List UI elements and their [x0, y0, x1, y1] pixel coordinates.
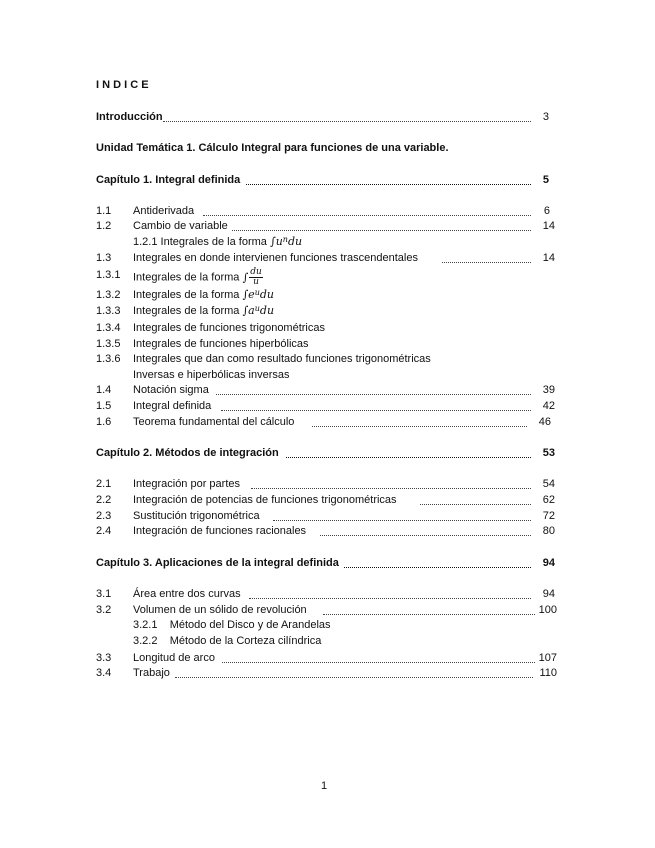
- entry-page: 46: [538, 416, 551, 428]
- entry-number: 1.1: [96, 205, 112, 217]
- entry-label: Integración por partes: [133, 478, 241, 490]
- chapter-2-title[interactable]: Capítulo 2. Métodos de integración: [96, 447, 279, 459]
- entry-page: 100: [538, 604, 557, 616]
- entry-leader: [203, 215, 531, 216]
- entry-label-with-fraction: Integrales de la forma ∫ $\frac{du}{u}$: [133, 267, 262, 287]
- entry-label: Teorema fundamental del cálculo: [133, 416, 295, 428]
- chapter-3-leader: [344, 567, 531, 568]
- entry-number: 2.4: [96, 525, 112, 537]
- chapter-2-page: 53: [542, 447, 555, 459]
- entry-label: Sustitución trigonométrica: [133, 510, 260, 522]
- chapter-2-leader: [286, 457, 531, 458]
- integral-e-u-du: $\int e^udu$: [242, 288, 274, 301]
- entry-label: Integrales que dan como resultado funciones trigonométricas: [133, 353, 431, 365]
- entry-number: 1.2: [96, 220, 112, 232]
- entry-leader: [222, 662, 535, 663]
- entry-page: 39: [542, 384, 555, 396]
- entry-number: 3.1: [96, 588, 112, 600]
- entry-number: 3.3: [96, 652, 112, 664]
- intro-label[interactable]: Introducción: [96, 111, 163, 123]
- integral-u-n-du: $\int u^ndu$: [269, 235, 303, 248]
- intro-leader: [163, 121, 531, 122]
- toc-entry-1-2-1[interactable]: [133, 235, 302, 249]
- entry-number: 1.3: [96, 252, 112, 264]
- entry-number: 1.3.4: [96, 322, 121, 334]
- entry-number: 2.2: [96, 494, 112, 506]
- entry-page: 6: [543, 205, 550, 217]
- entry-page: 107: [538, 652, 557, 664]
- entry-page: 94: [542, 588, 555, 600]
- toc-entry-3-2-1[interactable]: 3.2.1 Método del Disco y de Arandelas: [133, 619, 331, 631]
- entry-label: 1.2.1 Integrales de la forma: [133, 236, 270, 248]
- entry-number: 1.5: [96, 400, 112, 412]
- entry-leader: [175, 677, 533, 678]
- entry-number: 2.1: [96, 478, 112, 490]
- entry-number: 3.2: [96, 604, 112, 616]
- integral-a-u-du: $\int a^udu$: [242, 304, 275, 317]
- entry-leader: [216, 394, 531, 395]
- toc-entry-3-2-2[interactable]: 3.2.2 Método de la Corteza cilíndrica: [133, 635, 322, 647]
- entry-label: Integrales de funciones hiperbólicas: [133, 338, 309, 350]
- entry-number: 1.3.1: [96, 269, 121, 281]
- page-number: 1: [321, 780, 328, 792]
- entry-page: 14: [542, 252, 555, 264]
- entry-number: 1.6: [96, 416, 112, 428]
- index-heading: I N D I C E: [96, 79, 149, 91]
- entry-label: Área entre dos curvas: [133, 588, 241, 600]
- entry-page: 72: [542, 510, 555, 522]
- entry-number: 1.4: [96, 384, 112, 396]
- entry-label: Antiderivada: [133, 205, 195, 217]
- entry-leader: [232, 230, 531, 231]
- entry-label: Integrales de la forma $\int e^udu$: [133, 288, 274, 301]
- intro-page: 3: [542, 111, 549, 123]
- entry-leader: [442, 262, 531, 263]
- entry-leader: [249, 598, 531, 599]
- chapter-3-page: 94: [542, 557, 555, 569]
- entry-number: 1.3.5: [96, 338, 121, 350]
- entry-number: 1.3.3: [96, 305, 121, 317]
- entry-number: 1.3.2: [96, 289, 121, 301]
- entry-number: 3.4: [96, 667, 112, 679]
- entry-label: Volumen de un sólido de revolución: [133, 604, 307, 616]
- entry-leader: [312, 426, 527, 427]
- entry-page: 80: [542, 525, 555, 537]
- chapter-1-leader: [246, 184, 531, 185]
- entry-leader: [251, 488, 531, 489]
- entry-label: Integración de potencias de funciones trigonométricas: [133, 494, 397, 506]
- entry-label-continuation: Inversas e hiperbólicas inversas: [133, 369, 290, 381]
- entry-leader: [221, 410, 531, 411]
- entry-label: Cambio de variable: [133, 220, 228, 232]
- entry-leader: [320, 535, 531, 536]
- entry-leader: [420, 504, 531, 505]
- entry-label: Notación sigma: [133, 384, 209, 396]
- entry-label: Integral definida: [133, 400, 212, 412]
- entry-leader: [273, 520, 531, 521]
- entry-label: Integrales de la forma $\int a^udu$: [133, 304, 275, 317]
- entry-page: 110: [539, 667, 557, 679]
- entry-label: Longitud de arco: [133, 652, 215, 664]
- chapter-1-title[interactable]: Capítulo 1. Integral definida: [96, 174, 241, 186]
- integral-du-over-u: ∫ $\frac{du}{u}$: [242, 267, 262, 287]
- entry-page: 54: [542, 478, 555, 490]
- entry-number: 2.3: [96, 510, 112, 522]
- entry-page: 14: [542, 220, 555, 232]
- entry-number: 1.3.6: [96, 353, 121, 365]
- chapter-3-title[interactable]: Capítulo 3. Aplicaciones de la integral definida: [96, 557, 339, 569]
- entry-leader: [323, 614, 535, 615]
- chapter-1-page: 5: [542, 174, 549, 186]
- entry-label: Trabajo: [133, 667, 170, 679]
- unit-title: Unidad Temática 1. Cálculo Integral para funciones de una variable.: [96, 142, 449, 154]
- entry-label: Integración de funciones racionales: [133, 525, 307, 537]
- entry-label: Integrales de funciones trigonométricas: [133, 322, 325, 334]
- entry-page: 62: [542, 494, 555, 506]
- entry-label: Integrales en donde intervienen funciones trascendentales: [133, 252, 418, 264]
- entry-page: 42: [542, 400, 555, 412]
